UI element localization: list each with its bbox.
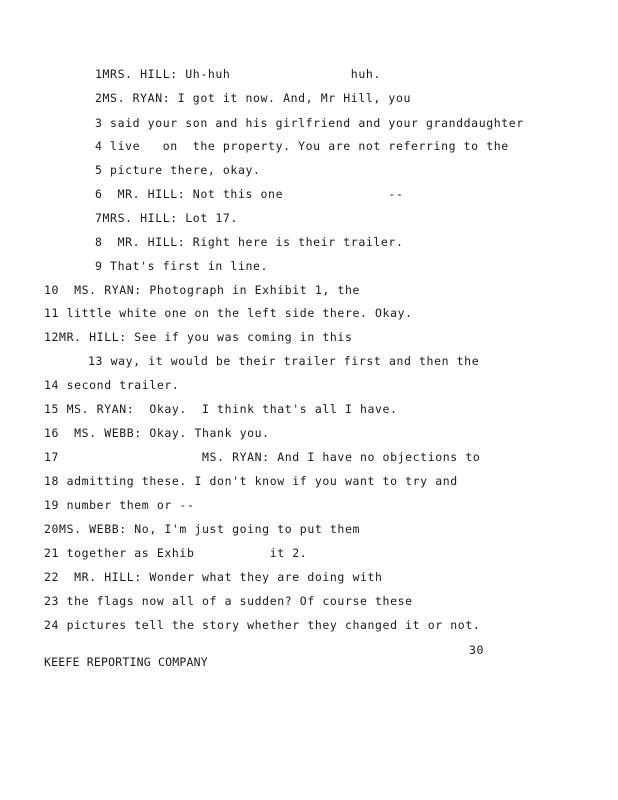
transcript-line-10: 10 MS. RYAN: Photograph in Exhibit 1, the (44, 283, 360, 297)
transcript-line-2: 2MS. RYAN: I got it now. And, Mr Hill, you (95, 91, 411, 105)
transcript-line-11: 11 little white one on the left side there. Okay. (44, 306, 413, 320)
transcript-line-3: 3 said your son and his girlfriend and your granddaughter (95, 116, 524, 130)
transcript-line-13: 13 way, it would be their trailer first and then the (88, 354, 480, 368)
transcript-line-12: 12MR. HILL: See if you was coming in this (44, 330, 353, 344)
transcript-line-24: 24 pictures tell the story whether they changed it or not. (44, 618, 481, 632)
transcript-line-18: 18 admitting these. I don't know if you want to try and (44, 474, 458, 488)
transcript-line-15: 15 MS. RYAN: Okay. I think that's all I have. (44, 402, 398, 416)
page-number: 30 (469, 643, 485, 657)
footer-company: KEEFE REPORTING COMPANY (44, 655, 208, 669)
transcript-line-8: 8 MR. HILL: Right here is their trailer. (95, 235, 404, 249)
transcript-line-21: 21 together as Exhib it 2. (44, 546, 308, 560)
transcript-line-9: 9 That's first in line. (95, 259, 269, 273)
transcript-line-1: 1MRS. HILL: Uh-huh huh. (95, 67, 381, 81)
transcript-line-19: 19 number them or -- (44, 498, 195, 512)
transcript-line-16: 16 MS. WEBB: Okay. Thank you. (44, 426, 270, 440)
transcript-line-5: 5 picture there, okay. (95, 163, 261, 177)
transcript-line-20: 20MS. WEBB: No, I'm just going to put them (44, 522, 360, 536)
transcript-line-23: 23 the flags now all of a sudden? Of course these (44, 594, 413, 608)
transcript-line-17: 17 MS. RYAN: And I have no objections to (44, 450, 481, 464)
transcript-line-14: 14 second trailer. (44, 378, 180, 392)
transcript-line-6: 6 MR. HILL: Not this one -- (95, 187, 404, 201)
transcript-line-7: 7MRS. HILL: Lot 17. (95, 211, 238, 225)
transcript-line-4: 4 live on the property. You are not referring to the (95, 139, 509, 153)
transcript-line-22: 22 MR. HILL: Wonder what they are doing with (44, 570, 383, 584)
